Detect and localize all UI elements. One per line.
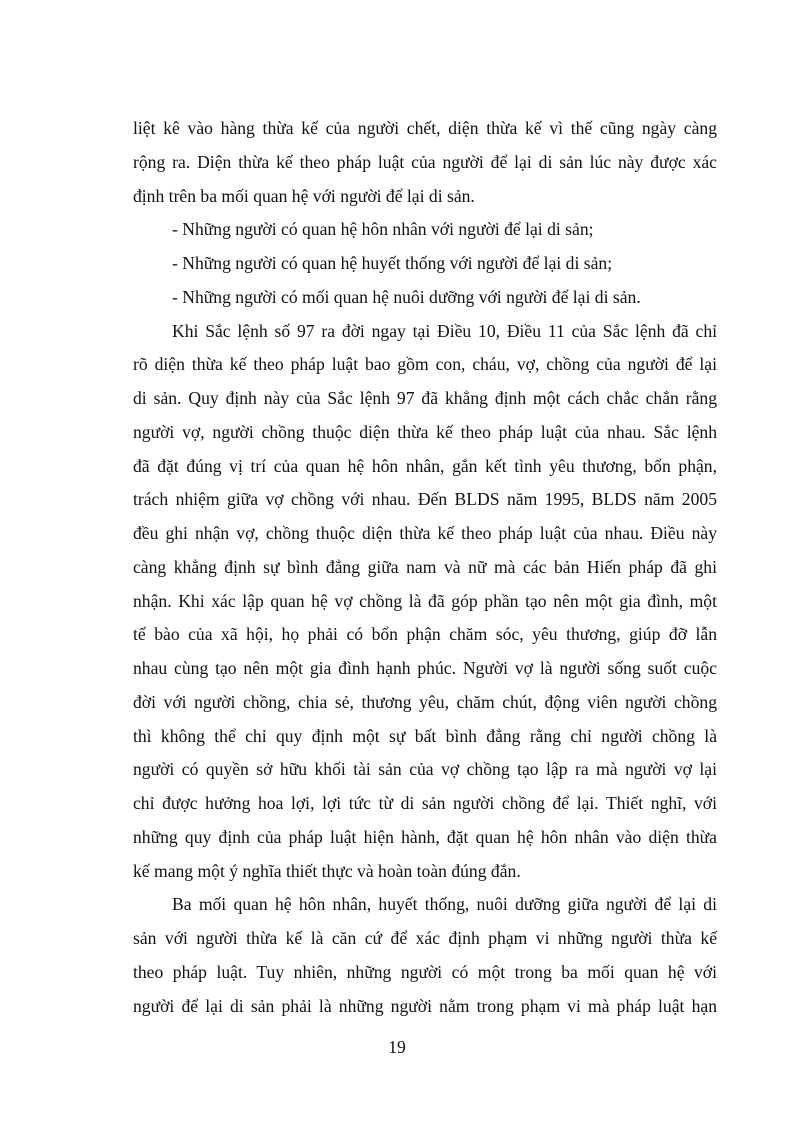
text-line: Khi Sắc lệnh số 97 ra đời ngay tại Điều 10, Điều 11 của Sắc lệnh đã chỉ <box>172 320 717 341</box>
list-item: - Những người có quan hệ huyết thống với người để lại di sản; <box>172 253 613 273</box>
text-line: đều ghi nhận vợ, chồng thuộc diện thừa kế theo pháp luật của nhau. Điều này <box>133 523 717 543</box>
document-body <box>133 112 717 1023</box>
text-line: sản với người thừa kế là căn cứ để xác định phạm vi những người thừa kế <box>133 928 717 948</box>
list-item: - Những người có quan hệ hôn nhân với người để lại di sản; <box>172 219 594 240</box>
text-line: di sản. Quy định này của Sắc lệnh 97 đã khẳng định một cách chắc chắn rằng <box>133 388 717 408</box>
text-line: những quy định của pháp luật hiện hành, đặt quan hệ hôn nhân vào diện thừa <box>133 826 717 847</box>
text-line: liệt kê vào hàng thừa kế của người chết, diện thừa kế vì thế cũng ngày càng <box>133 118 717 138</box>
text-line: thì không thể chỉ quy định một sự bất bình đẳng rằng chỉ người chồng là <box>133 725 717 746</box>
text-line: đời với người chồng, chia sẻ, thương yêu, chăm chút, động viên người chồng <box>133 691 717 712</box>
text-line: càng khẳng định sự bình đẳng giữa nam và nữ mà các bản Hiến pháp đã ghi <box>133 556 717 577</box>
text-line: đã đặt đúng vị trí của quan hệ hôn nhân, gắn kết tình yêu thương, bổn phận, <box>133 455 717 476</box>
text-line: nhận. Khi xác lập quan hệ vợ chồng là đã góp phần tạo nên một gia đình, một <box>133 590 717 611</box>
text-line: nhau cùng tạo nên một gia đình hạnh phúc. Người vợ là người sống suốt cuộc <box>133 658 717 678</box>
text-line: rộng ra. Diện thừa kế theo pháp luật của người để lại di sản lúc này được xác <box>133 151 717 172</box>
text-line: người có quyền sở hữu khối tài sản của vợ chồng tạo lập ra mà người vợ lại <box>133 759 717 780</box>
text-line: người vợ, người chồng thuộc diện thừa kế theo pháp luật của nhau. Sắc lệnh <box>133 421 717 442</box>
page-number: 19 <box>388 1037 406 1057</box>
text-line: định trên ba mối quan hệ với người để lại di sản. <box>133 185 475 206</box>
text-line: kế mang một ý nghĩa thiết thực và hoàn toàn đúng đắn. <box>133 860 521 881</box>
text-line: chỉ được hưởng hoa lợi, lợi tức từ di sản người chồng để lại. Thiết nghĩ, với <box>133 793 717 813</box>
text-line: trách nhiệm giữa vợ chồng với nhau. Đến BLDS năm 1995, BLDS năm 2005 <box>133 489 717 510</box>
text-line: tế bào của xã hội, họ phải có bổn phận chăm sóc, yêu thương, giúp đỡ lẫn <box>133 624 717 645</box>
text-line: rõ diện thừa kế theo pháp luật bao gồm con, cháu, vợ, chồng của người để lại <box>133 354 717 375</box>
text-line: người để lại di sản phải là những người nằm trong phạm vi mà pháp luật hạn <box>133 995 717 1016</box>
list-item: - Những người có mối quan hệ nuôi dưỡng với người để lại di sản. <box>172 286 641 307</box>
text-line: Ba mối quan hệ hôn nhân, huyết thống, nuôi dưỡng giữa người để lại di <box>172 894 717 915</box>
text-line: theo pháp luật. Tuy nhiên, những người có một trong ba mối quan hệ với <box>133 961 717 982</box>
